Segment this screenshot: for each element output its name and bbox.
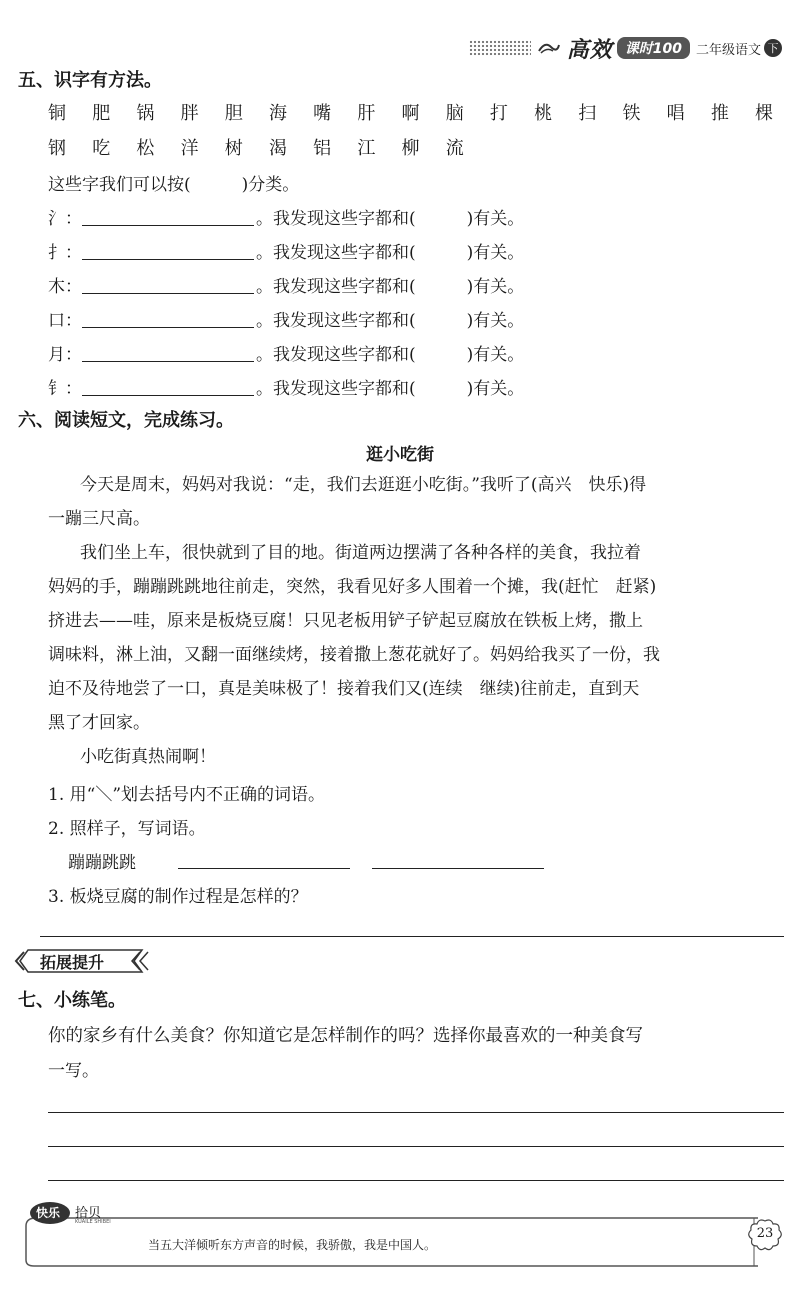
answer-line[interactable] xyxy=(178,848,350,869)
char-item: 铜 xyxy=(48,103,66,124)
radical-answer-line[interactable] xyxy=(82,238,254,260)
char-row-2 xyxy=(48,134,490,160)
footer-badge: 快乐 xyxy=(36,1206,61,1220)
header-title: 高效 xyxy=(566,37,613,63)
char-item: 柳 xyxy=(401,138,420,159)
section7-heading: 七、小练笔。 xyxy=(18,990,126,1011)
radical-label: 月： xyxy=(48,345,82,365)
radical-label: 扌： xyxy=(48,243,82,263)
radical-answer-line[interactable] xyxy=(82,374,254,396)
radical-row-suffix: 。我发现这些字都和( )有关。 xyxy=(256,277,525,297)
char-item: 棵 xyxy=(755,103,773,124)
char-item: 桃 xyxy=(534,103,553,124)
answer-line[interactable] xyxy=(372,848,544,869)
char-item: 啊 xyxy=(401,103,420,124)
radical-row-suffix: 。我发现这些字都和( )有关。 xyxy=(256,311,525,331)
extension-tag: 拓展提升 xyxy=(40,953,105,972)
footer-quote: 当五大洋倾听东方声音的时候，我骄傲，我是中国人。 xyxy=(148,1238,437,1252)
char-item: 海 xyxy=(268,103,287,124)
radical-answer-line[interactable] xyxy=(82,204,254,226)
story-line: 我们坐上车，很快就到了目的地。街道两边摆满了各种各样的美食，我拉着 xyxy=(80,543,641,563)
header-badge: 课时100 xyxy=(617,37,690,59)
page-header xyxy=(469,34,782,62)
radical-answer-line[interactable] xyxy=(82,340,254,362)
char-item: 江 xyxy=(357,138,376,159)
radical-label: 氵： xyxy=(48,209,82,229)
story-line: 黑了才回家。 xyxy=(48,713,150,733)
radical-label: 木： xyxy=(48,277,82,297)
answer-line[interactable] xyxy=(40,916,784,937)
section7-prompt-line2: 一写。 xyxy=(48,1061,99,1081)
section7-prompt-line1: 你的家乡有什么美食？你知道它是怎样制作的吗？选择你最喜欢的一种美食写 xyxy=(48,1026,643,1046)
char-item: 钢 xyxy=(48,138,66,159)
story-line: 妈妈的手，蹦蹦跳跳地往前走，突然，我看见好多人围着一个摊，我(赶忙 赶紧) xyxy=(48,577,657,597)
section5-heading: 五、识字有方法。 xyxy=(18,70,162,91)
char-item: 脑 xyxy=(445,103,464,124)
char-row-1 xyxy=(48,99,799,125)
char-item: 嘴 xyxy=(313,103,332,124)
char-item: 铁 xyxy=(622,103,641,124)
question-2-example: 蹦蹦跳跳 xyxy=(68,853,136,873)
header-dot-pattern xyxy=(469,40,531,56)
section6-heading: 六、阅读短文，完成练习。 xyxy=(18,410,234,431)
char-item: 打 xyxy=(489,103,508,124)
char-item: 肥 xyxy=(92,103,111,124)
char-item: 胆 xyxy=(224,103,243,124)
section5-instruction: 这些字我们可以按( )分类。 xyxy=(48,175,300,195)
writing-line[interactable] xyxy=(48,1126,784,1147)
radical-label: 口： xyxy=(48,311,82,331)
story-line: 今天是周末，妈妈对我说：“走，我们去逛逛小吃街。”我听了(高兴 快乐)得 xyxy=(80,475,647,495)
radical-row-suffix: 。我发现这些字都和( )有关。 xyxy=(256,379,525,399)
char-item: 吃 xyxy=(92,138,111,159)
char-item: 渴 xyxy=(268,138,287,159)
radical-label: 钅： xyxy=(48,379,82,399)
char-item: 扫 xyxy=(578,103,597,124)
footer-label: 拾贝 xyxy=(75,1206,102,1221)
footer-label-en: KUAILE SHIBEI xyxy=(75,1219,111,1225)
char-item: 松 xyxy=(136,138,155,159)
page-number: 23 xyxy=(756,1226,774,1241)
char-item: 流 xyxy=(445,138,464,159)
char-item: 锅 xyxy=(136,103,155,124)
char-item: 肝 xyxy=(357,103,376,124)
char-item: 铝 xyxy=(313,138,332,159)
writing-line[interactable] xyxy=(48,1160,784,1181)
header-volume: 下 xyxy=(764,39,782,57)
char-item: 洋 xyxy=(180,138,199,159)
char-item: 推 xyxy=(710,103,729,124)
question-2: 2. 照样子，写词语。 xyxy=(48,819,206,839)
char-item: 胖 xyxy=(180,103,199,124)
radical-row-suffix: 。我发现这些字都和( )有关。 xyxy=(256,209,525,229)
story-line: 小吃街真热闹啊！ xyxy=(80,747,216,767)
header-subtitle: 二年级语文 xyxy=(695,42,761,58)
question-1: 1. 用“＼”划去括号内不正确的词语。 xyxy=(48,785,326,805)
story-line: 一蹦三尺高。 xyxy=(48,509,150,529)
radical-answer-line[interactable] xyxy=(82,272,254,294)
writing-line[interactable] xyxy=(48,1092,784,1113)
char-item: 树 xyxy=(224,138,243,159)
story-title: 逛小吃街 xyxy=(366,445,434,465)
header-swirl-icon xyxy=(537,41,561,55)
question-3: 3. 板烧豆腐的制作过程是怎样的？ xyxy=(48,887,308,907)
story-line: 调味料，淋上油，又翻一面继续烤，接着撒上葱花就好了。妈妈给我买了一份，我 xyxy=(48,645,660,665)
radical-row-suffix: 。我发现这些字都和( )有关。 xyxy=(256,243,525,263)
radical-row-suffix: 。我发现这些字都和( )有关。 xyxy=(256,345,525,365)
story-line: 迫不及待地尝了一口，真是美味极了！接着我们又(连续 继续)往前走，直到天 xyxy=(48,679,640,699)
story-line: 挤进去——哇，原来是板烧豆腐！只见老板用铲子铲起豆腐放在铁板上烤，撒上 xyxy=(48,611,643,631)
radical-answer-line[interactable] xyxy=(82,306,254,328)
char-item: 唱 xyxy=(666,103,685,124)
